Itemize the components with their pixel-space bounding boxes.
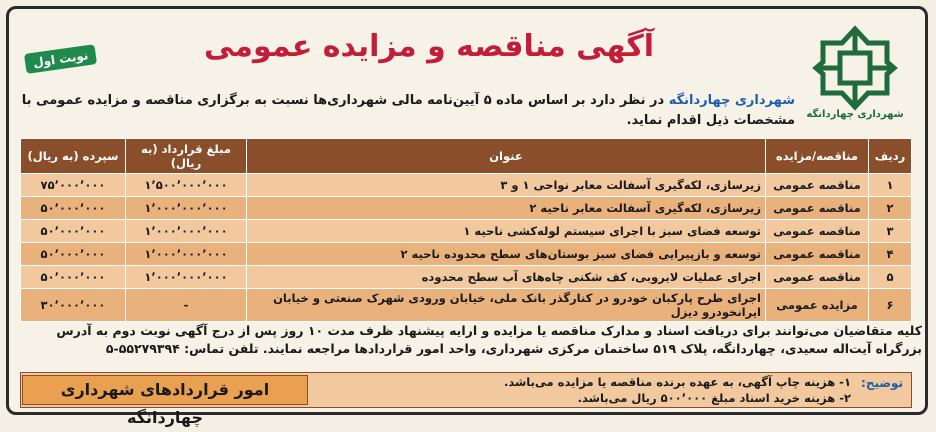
table-row bbox=[21, 266, 912, 289]
intro-text bbox=[15, 91, 795, 131]
row-subject: زیرسازی، لکه‌گیری آسفالت معابر ناحیه ۲ bbox=[247, 197, 766, 220]
row-amount: ۱٬۰۰۰٬۰۰۰٬۰۰۰ bbox=[126, 243, 247, 266]
row-type: مزایده عمومی bbox=[766, 289, 869, 322]
col-header-deposit: سپرده (به ریال) bbox=[21, 139, 126, 174]
row-amount: ۱٬۵۰۰٬۰۰۰٬۰۰۰ bbox=[126, 174, 247, 197]
row-deposit: ۵۰٬۰۰۰٬۰۰۰ bbox=[21, 243, 126, 266]
row-amount: ۱٬۰۰۰٬۰۰۰٬۰۰۰ bbox=[126, 220, 247, 243]
table-row bbox=[21, 220, 912, 243]
row-subject: توسعه فضای سبز با اجرای سیستم لوله‌کشی ناحیه ۱ bbox=[247, 220, 766, 243]
table-row bbox=[21, 243, 912, 266]
tender-table bbox=[20, 138, 912, 322]
row-index: ۱ bbox=[869, 174, 912, 197]
row-deposit: ۵۰٬۰۰۰٬۰۰۰ bbox=[21, 220, 126, 243]
row-subject: توسعه و بازپیرایی فضای سبز بوستان‌های سطح محدوده ناحیه ۲ bbox=[247, 243, 766, 266]
intro-org: شهرداری چهاردانگه bbox=[668, 93, 795, 108]
row-index: ۳ bbox=[869, 220, 912, 243]
logo-caption: شهرداری چهاردانگه bbox=[806, 109, 904, 120]
table-row bbox=[21, 289, 912, 322]
row-type: مناقصه عمومی bbox=[766, 243, 869, 266]
row-deposit: ۵۰٬۰۰۰٬۰۰۰ bbox=[21, 266, 126, 289]
table-row bbox=[21, 197, 912, 220]
col-header-index: ردیف bbox=[869, 139, 912, 174]
row-type: مناقصه عمومی bbox=[766, 197, 869, 220]
col-header-amount: مبلغ قرارداد (به ریال) bbox=[126, 139, 247, 174]
row-index: ۵ bbox=[869, 266, 912, 289]
row-type: مناقصه عمومی bbox=[766, 266, 869, 289]
note-2: ۲- هزینه خرید اسناد مبلغ ۵۰۰٬۰۰۰ ریال می‌باشد. bbox=[577, 391, 851, 405]
row-amount: ۱٬۰۰۰٬۰۰۰٬۰۰۰ bbox=[126, 266, 247, 289]
row-subject: اجرای طرح پارکبان خودرو در کنارگذر بانک ملی، خیابان ورودی شهرک صنعتی و خیابان ایرانخودرو دیزل bbox=[247, 289, 766, 322]
page-title: آگهی مناقصه و مزایده عمومی bbox=[204, 29, 654, 64]
col-header-type: مناقصه/مزایده bbox=[766, 139, 869, 174]
intro-rest: در نظر دارد بر اساس ماده ۵ آیین‌نامه مالی شهرداری‌ها نسبت به برگزاری مناقصه و مزایده عمومی با مشخصات ذیل اقدام نماید. bbox=[21, 93, 795, 128]
note-1: ۱- هزینه چاپ آگهی، به عهده برنده مناقصه یا مزایده می‌باشد. bbox=[503, 375, 851, 389]
row-amount: ۱٬۰۰۰٬۰۰۰٬۰۰۰ bbox=[126, 197, 247, 220]
table-header-row bbox=[21, 139, 912, 174]
table-row bbox=[21, 174, 912, 197]
row-index: ۲ bbox=[869, 197, 912, 220]
signature-box: امور قراردادهای شهرداری چهاردانگه bbox=[22, 375, 308, 405]
row-type: مناقصه عمومی bbox=[766, 220, 869, 243]
row-subject: زیرسازی، لکه‌گیری آسفالت معابر نواحی ۱ و ۳ bbox=[247, 174, 766, 197]
notes-label: توضیح: bbox=[861, 376, 903, 390]
logo-emblem-icon bbox=[810, 23, 900, 113]
row-amount: - bbox=[126, 289, 247, 322]
col-header-subject: عنوان bbox=[247, 139, 766, 174]
body-text: کلیه متقاضیان می‌توانند برای دریافت اسناد و مدارک مناقصه یا مزایده و ارایه پیشنهاد ظرف مدت ۱۰ روز پس از درج آگهی نوبت دوم به آدرس بزرگراه آیت‌اله سعیدی، چهاردانگه، پلاک ۵۱۹ ساختمان مرکزی شهرداری، واحد امور قراردادها مراجعه نمایند. تلفن تماس: ۵۵۲۷۹۳۹۴-۵ bbox=[56, 323, 922, 356]
row-deposit: ۷۵٬۰۰۰٬۰۰۰ bbox=[21, 174, 126, 197]
row-deposit: ۵۰٬۰۰۰٬۰۰۰ bbox=[21, 197, 126, 220]
row-index: ۴ bbox=[869, 243, 912, 266]
row-index: ۶ bbox=[869, 289, 912, 322]
row-subject: اجرای عملیات لایروبی، کف شکنی چاه‌های آب سطح محدوده bbox=[247, 266, 766, 289]
first-notice-badge: نوبت اول bbox=[24, 44, 97, 74]
row-deposit: ۳۰٬۰۰۰٬۰۰۰ bbox=[21, 289, 126, 322]
row-type: مناقصه عمومی bbox=[766, 174, 869, 197]
municipality-logo bbox=[799, 23, 911, 133]
